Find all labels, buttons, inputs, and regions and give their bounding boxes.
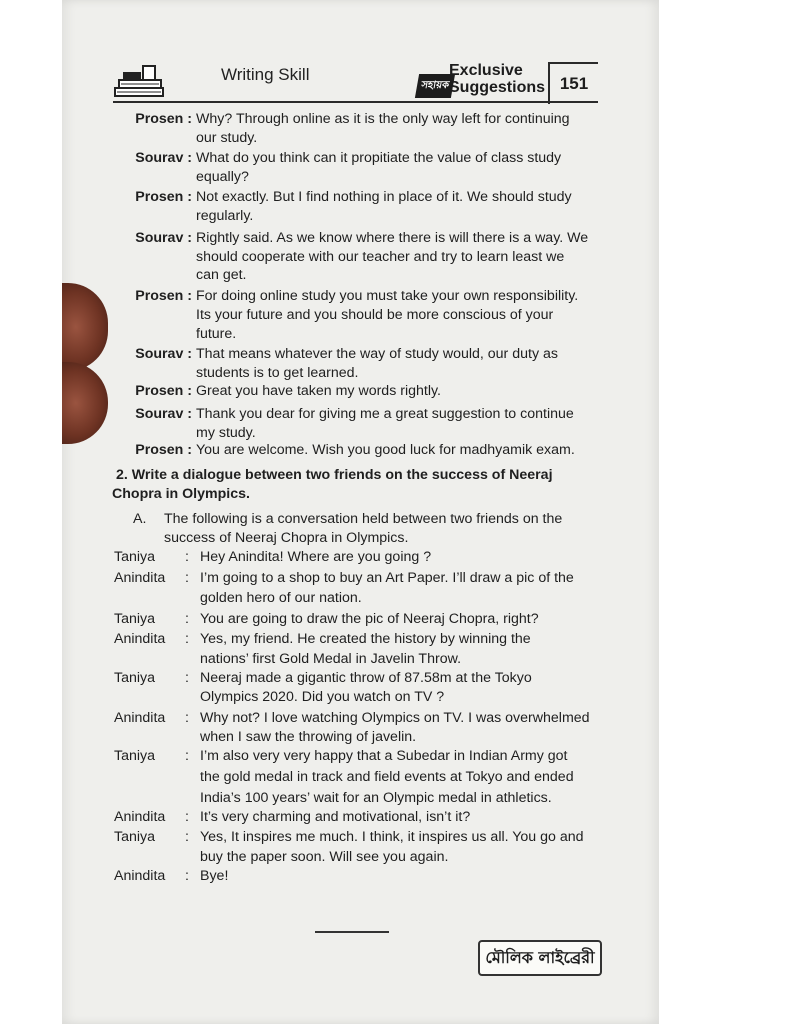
publisher-logo: মৌলিক লাইব্রেরী xyxy=(478,940,602,976)
speaker-label: Taniya xyxy=(114,829,156,845)
answer-intro-line-1: The following is a conversation held between two friends on the xyxy=(164,511,563,527)
answer-label: A. xyxy=(133,511,147,527)
dialogue-line: students is to get learned. xyxy=(196,365,359,381)
dialogue-line: future. xyxy=(196,326,237,342)
dialogue-line: What do you think can it propitiate the value of class study xyxy=(196,150,562,166)
speaker-label: Taniya xyxy=(114,549,156,565)
dialogue-line: Its your future and you should be more conscious of your xyxy=(196,307,554,323)
speaker-label: Sourav : xyxy=(135,406,192,422)
speaker-label: Prosen : xyxy=(135,288,192,304)
dialogue-line: regularly. xyxy=(196,208,254,224)
speaker-label: Taniya xyxy=(114,670,156,686)
dialogue-line: my study. xyxy=(196,425,256,441)
footer-divider xyxy=(315,931,389,933)
speaker-label: Anindita xyxy=(114,570,166,586)
speaker-label: Prosen : xyxy=(135,383,192,399)
dialogue-line: Bye! xyxy=(200,868,229,884)
dialogue-line: the gold medal in track and field events at Tokyo and ended xyxy=(200,769,574,785)
page-number: 151 xyxy=(548,62,598,104)
speaker-colon: : xyxy=(185,611,189,627)
dialogue-line: You are going to draw the pic of Neeraj Chopra, right? xyxy=(200,611,539,627)
dialogue-line: when I saw the throwing of javelin. xyxy=(200,729,417,745)
dialogue-line: can get. xyxy=(196,267,247,283)
dialogue-line: nations’ first Gold Medal in Javelin Throw. xyxy=(200,651,462,667)
dialogue-line: should cooperate with our teacher and try to learn least we xyxy=(196,249,565,265)
dialogue-line: Neeraj made a gigantic throw of 87.58m at the Tokyo xyxy=(200,670,532,686)
speaker-colon: : xyxy=(185,670,189,686)
speaker-colon: : xyxy=(185,748,189,764)
dialogue-line: equally? xyxy=(196,169,249,185)
speaker-label: Anindita xyxy=(114,710,166,726)
speaker-label: Prosen : xyxy=(135,111,192,127)
books-stack-icon xyxy=(113,62,167,100)
dialogue-line: It’s very charming and motivational, isn’t it? xyxy=(200,809,471,825)
dialogue-line: Yes, It inspires me much. I think, it inspires us all. You go and xyxy=(200,829,584,845)
speaker-colon: : xyxy=(185,631,189,647)
dialogue-line: our study. xyxy=(196,130,258,146)
dialogue-line: Thank you dear for giving me a great suggestion to continue xyxy=(196,406,574,422)
question-line-2: Chopra in Olympics. xyxy=(112,486,250,502)
dialogue-line: I’m going to a shop to buy an Art Paper. I’ll draw a pic of the xyxy=(200,570,574,586)
dialogue-line: Great you have taken my words rightly. xyxy=(196,383,441,399)
speaker-colon: : xyxy=(185,549,189,565)
section-title: Writing Skill xyxy=(221,65,310,84)
speaker-label: Taniya xyxy=(114,748,156,764)
speaker-label: Prosen : xyxy=(135,189,192,205)
brand-line-2: Suggestions xyxy=(449,79,546,96)
dialogue-line: That means whatever the way of study would, our duty as xyxy=(196,346,558,362)
speaker-label: Sourav : xyxy=(135,230,192,246)
dialogue-line: India’s 100 years’ wait for an Olympic medal in athletics. xyxy=(200,790,552,806)
publisher-badge: সহায়ক xyxy=(415,74,455,98)
dialogue-line: Olympics 2020. Did you watch on TV ? xyxy=(200,689,445,705)
speaker-label: Taniya xyxy=(114,611,156,627)
dialogue-line: For doing online study you must take your own responsibility. xyxy=(196,288,579,304)
speaker-label: Sourav : xyxy=(135,150,192,166)
header-divider xyxy=(113,101,598,103)
speaker-colon: : xyxy=(185,829,189,845)
speaker-colon: : xyxy=(185,868,189,884)
dialogue-line: You are welcome. Wish you good luck for madhyamik exam. xyxy=(196,442,575,458)
dialogue-line: buy the paper soon. Will see you again. xyxy=(200,849,449,865)
speaker-label: Anindita xyxy=(114,809,166,825)
speaker-colon: : xyxy=(185,809,189,825)
question-line-1: 2. Write a dialogue between two friends on the success of Neeraj xyxy=(116,467,553,483)
dialogue-line: I’m also very very happy that a Subedar in Indian Army got xyxy=(200,748,568,764)
dialogue-line: Yes, my friend. He created the history by winning the xyxy=(200,631,531,647)
speaker-colon: : xyxy=(185,570,189,586)
dialogue-line: Rightly said. As we know where there is will there is a way. We xyxy=(196,230,589,246)
dialogue-line: Why? Through online as it is the only way left for continuing xyxy=(196,111,570,127)
dialogue-line: golden hero of our nation. xyxy=(200,590,362,606)
answer-intro-line-2: success of Neeraj Chopra in Olympics. xyxy=(164,530,409,546)
dialogue-line: Hey Anindita! Where are you going ? xyxy=(200,549,432,565)
dialogue-line: Why not? I love watching Olympics on TV. I was overwhelmed xyxy=(200,710,590,726)
speaker-colon: : xyxy=(185,710,189,726)
brand-title xyxy=(449,62,545,96)
speaker-label: Sourav : xyxy=(135,346,192,362)
speaker-label: Anindita xyxy=(114,868,166,884)
dialogue-line: Not exactly. But I find nothing in place of it. We should study xyxy=(196,189,572,205)
speaker-label: Prosen : xyxy=(135,442,192,458)
brand-line-1: Exclusive xyxy=(449,62,523,79)
speaker-label: Anindita xyxy=(114,631,166,647)
